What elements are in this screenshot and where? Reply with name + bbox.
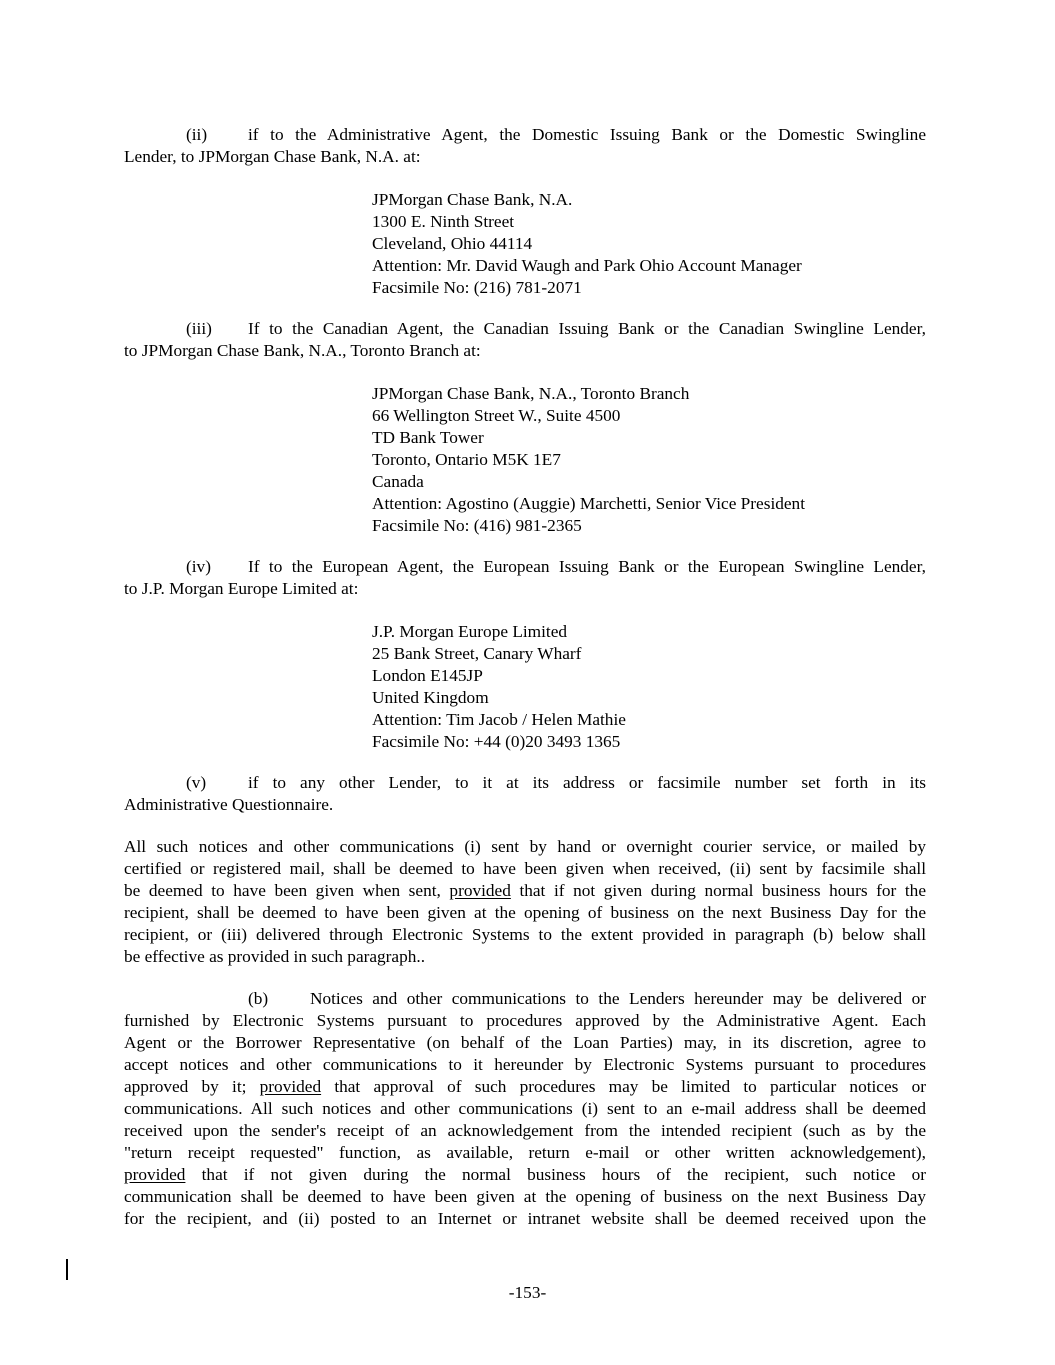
address-line: 25 Bank Street, Canary Wharf	[372, 644, 582, 663]
address-line: Canada	[372, 472, 424, 491]
address-line: Cleveland, Ohio 44114	[372, 234, 533, 253]
paragraph-line: recipient, shall be deemed to have been given at the opening of business on the next Business Day for the	[124, 903, 926, 922]
paragraph-line: provided that if not given during the normal business hours of the recipient, such notice or	[124, 1165, 926, 1184]
provided-term: provided	[449, 881, 511, 900]
paragraph-b-number: (b)	[248, 989, 269, 1008]
paragraph-line: for the recipient, and (ii) posted to an Internet or intranet website shall be deemed received upon the	[124, 1209, 926, 1228]
paragraph-line: All such notices and other communications (i) sent by hand or overnight courier service, or mailed by	[124, 837, 926, 856]
paragraph-line: be effective as provided in such paragraph..	[124, 947, 426, 966]
address-line: JPMorgan Chase Bank, N.A.	[372, 190, 573, 209]
item-v-line1: if to any other Lender, to it at its address or facsimile number set forth in its	[248, 773, 926, 792]
address-line: Facsimile No: (216) 781-2071	[372, 278, 582, 297]
paragraph-line: certified or registered mail, shall be deemed to have been given when received, (ii) sent by facsimile shall	[124, 859, 926, 878]
item-iv-line2: to J.P. Morgan Europe Limited at:	[124, 579, 359, 598]
paragraph-line: (b) Notices and other communications to the Lenders hereunder may be delivered or	[248, 989, 926, 1008]
paragraph-line: received upon the sender's receipt of an acknowledgement from the intended recipient (such as by the	[124, 1121, 926, 1140]
item-iv-number: (iv)	[186, 557, 211, 576]
address-line: Attention: Mr. David Waugh and Park Ohio Account Manager	[372, 256, 802, 275]
item-ii-number: (ii)	[186, 125, 208, 144]
provided-term: provided	[259, 1077, 322, 1096]
address-line: JPMorgan Chase Bank, N.A., Toronto Branch	[372, 384, 690, 403]
provided-term: provided	[124, 1165, 186, 1184]
item-iii	[124, 318, 926, 362]
address-block-jpmorgan-toronto	[372, 383, 805, 537]
item-v-number: (v)	[186, 773, 207, 792]
paragraph-b	[124, 988, 926, 1230]
revision-bar	[66, 1259, 68, 1280]
paragraph-line: be deemed to have been given when sent, provided that if not given during normal business hours for the	[124, 881, 926, 900]
address-line: J.P. Morgan Europe Limited	[372, 622, 568, 641]
paragraph-line: communications. All such notices and other communications (i) sent to an e-mail address shall be deemed	[124, 1099, 926, 1118]
item-v-line2: Administrative Questionnaire.	[124, 795, 334, 814]
item-ii	[124, 124, 926, 168]
address-line: Attention: Agostino (Auggie) Marchetti, Senior Vice President	[372, 494, 806, 513]
paragraph-line: communication shall be deemed to have been given at the opening of business on the next Business Day	[124, 1187, 926, 1206]
item-v	[124, 772, 926, 816]
item-iv-line1: If to the European Agent, the European Issuing Bank or the European Swingline Lender,	[248, 557, 926, 576]
address-line: United Kingdom	[372, 688, 489, 707]
item-ii-line2: Lender, to JPMorgan Chase Bank, N.A. at:	[124, 147, 421, 166]
paragraph-line: recipient, or (iii) delivered through Electronic Systems to the extent provided in paragraph (b) below shall	[124, 925, 926, 944]
item-ii-line1: if to the Administrative Agent, the Domestic Issuing Bank or the Domestic Swingline	[248, 125, 926, 144]
paragraph-line: approved by it; provided that approval of such procedures may be limited to particular notices or	[124, 1077, 926, 1096]
address-line: 66 Wellington Street W., Suite 4500	[372, 406, 621, 425]
address-block-jpmorgan-london	[372, 621, 626, 753]
address-line: Facsimile No: (416) 981-2365	[372, 516, 582, 535]
item-iii-line1: If to the Canadian Agent, the Canadian Issuing Bank or the Canadian Swingline Lender,	[248, 319, 926, 338]
item-iii-line2: to JPMorgan Chase Bank, N.A., Toronto Branch at:	[124, 341, 481, 360]
all-such-notices-paragraph	[124, 836, 926, 968]
paragraph-line: Agent or the Borrower Representative (on behalf of the Loan Parties) may, in its discretion, agree to	[124, 1033, 926, 1052]
address-line: TD Bank Tower	[372, 428, 484, 447]
paragraph-line: furnished by Electronic Systems pursuant to procedures approved by the Administrative Agent. Each	[124, 1011, 926, 1030]
address-line: Facsimile No: +44 (0)20 3493 1365	[372, 732, 621, 751]
address-line: 1300 E. Ninth Street	[372, 212, 515, 231]
paragraph-line: accept notices and other communications to it hereunder by Electronic Systems pursuant to procedures	[124, 1055, 926, 1074]
paragraph-line: "return receipt requested" function, as available, return e-mail or other written acknowledgement),	[124, 1143, 926, 1162]
address-line: Toronto, Ontario M5K 1E7	[372, 450, 561, 469]
address-line: Attention: Tim Jacob / Helen Mathie	[372, 710, 626, 729]
item-iv	[124, 556, 926, 600]
address-block-jpmorgan-cleveland	[372, 189, 802, 299]
item-iii-number: (iii)	[186, 319, 212, 338]
address-line: London E145JP	[372, 666, 483, 685]
page-number: -153-	[508, 1283, 547, 1302]
